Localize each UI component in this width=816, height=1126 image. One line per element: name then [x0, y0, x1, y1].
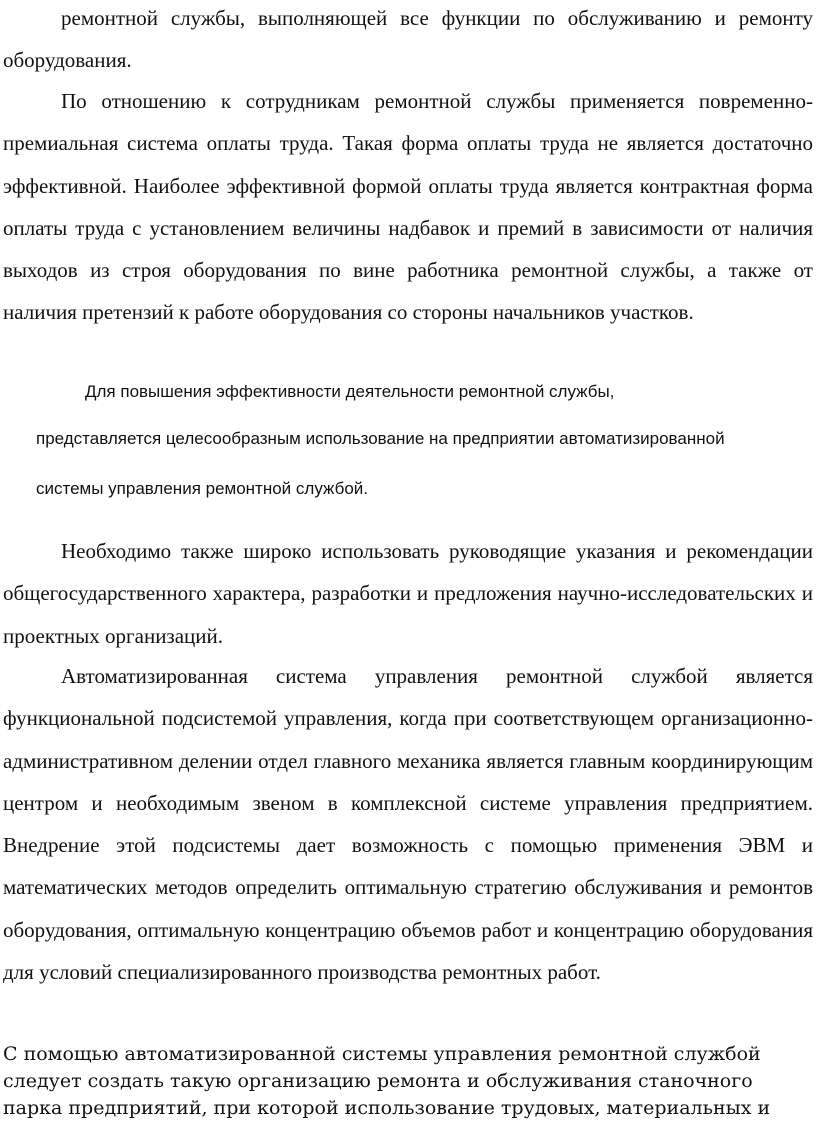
paragraph-pay-system: По отношению к сотрудникам ремонтной службы применяется повременно-премиальная система оплаты труда. Такая форма оплаты труда не является достаточно эффективной. Наиболее эффективной формой оплаты труда является контрактная форма оплаты труда с установлением величины надбавок и премий в зависимости от наличия выходов из строя оборудования по вине работника ремонтной службы, а также от наличия претензий к работе оборудования со стороны начальников участков.	[3, 89, 813, 325]
proposal-line-1: Для повышения эффективности деятельности ремонтной службы,	[85, 382, 615, 401]
organization-line-1: С помощью автоматизированной системы управления ремонтной службой	[3, 1043, 761, 1065]
paragraph-asu-description: Автоматизированная система управления ремонтной службой является функциональной подсистемой управления, когда при соответствующем организационно-административном делении отдел главного механика является главным координирующим центром и необходимым звеном в комплексной системе управления предприятием. Внедрение этой подсистемы дает возможность с помощью применения ЭВМ и математических методов определить оптимальную стратегию обслуживания и ремонтов оборудования, оптимальную концентрацию объемов работ и концентрацию оборудования для условий специализированного производства ремонтных работ.	[3, 664, 813, 985]
proposal-line-2: представляется целесообразным использование на предприятии автоматизированной	[36, 429, 725, 448]
organization-line-3: парка предприятий, при которой использование трудовых, материальных и	[3, 1097, 771, 1119]
proposal-line-3: системы управления ремонтной службой.	[36, 479, 368, 498]
paragraph-guidelines: Необходимо также широко использовать руководящие указания и рекомендации общегосударственного характера, разработки и предложения научно-исследовательских и проектных организаций.	[3, 539, 813, 648]
organization-line-2: следует создать такую организацию ремонта и обслуживания станочного	[3, 1070, 753, 1092]
paragraph-continuation: ремонтной службы, выполняющей все функции по обслуживанию и ремонту оборудования.	[3, 6, 813, 73]
